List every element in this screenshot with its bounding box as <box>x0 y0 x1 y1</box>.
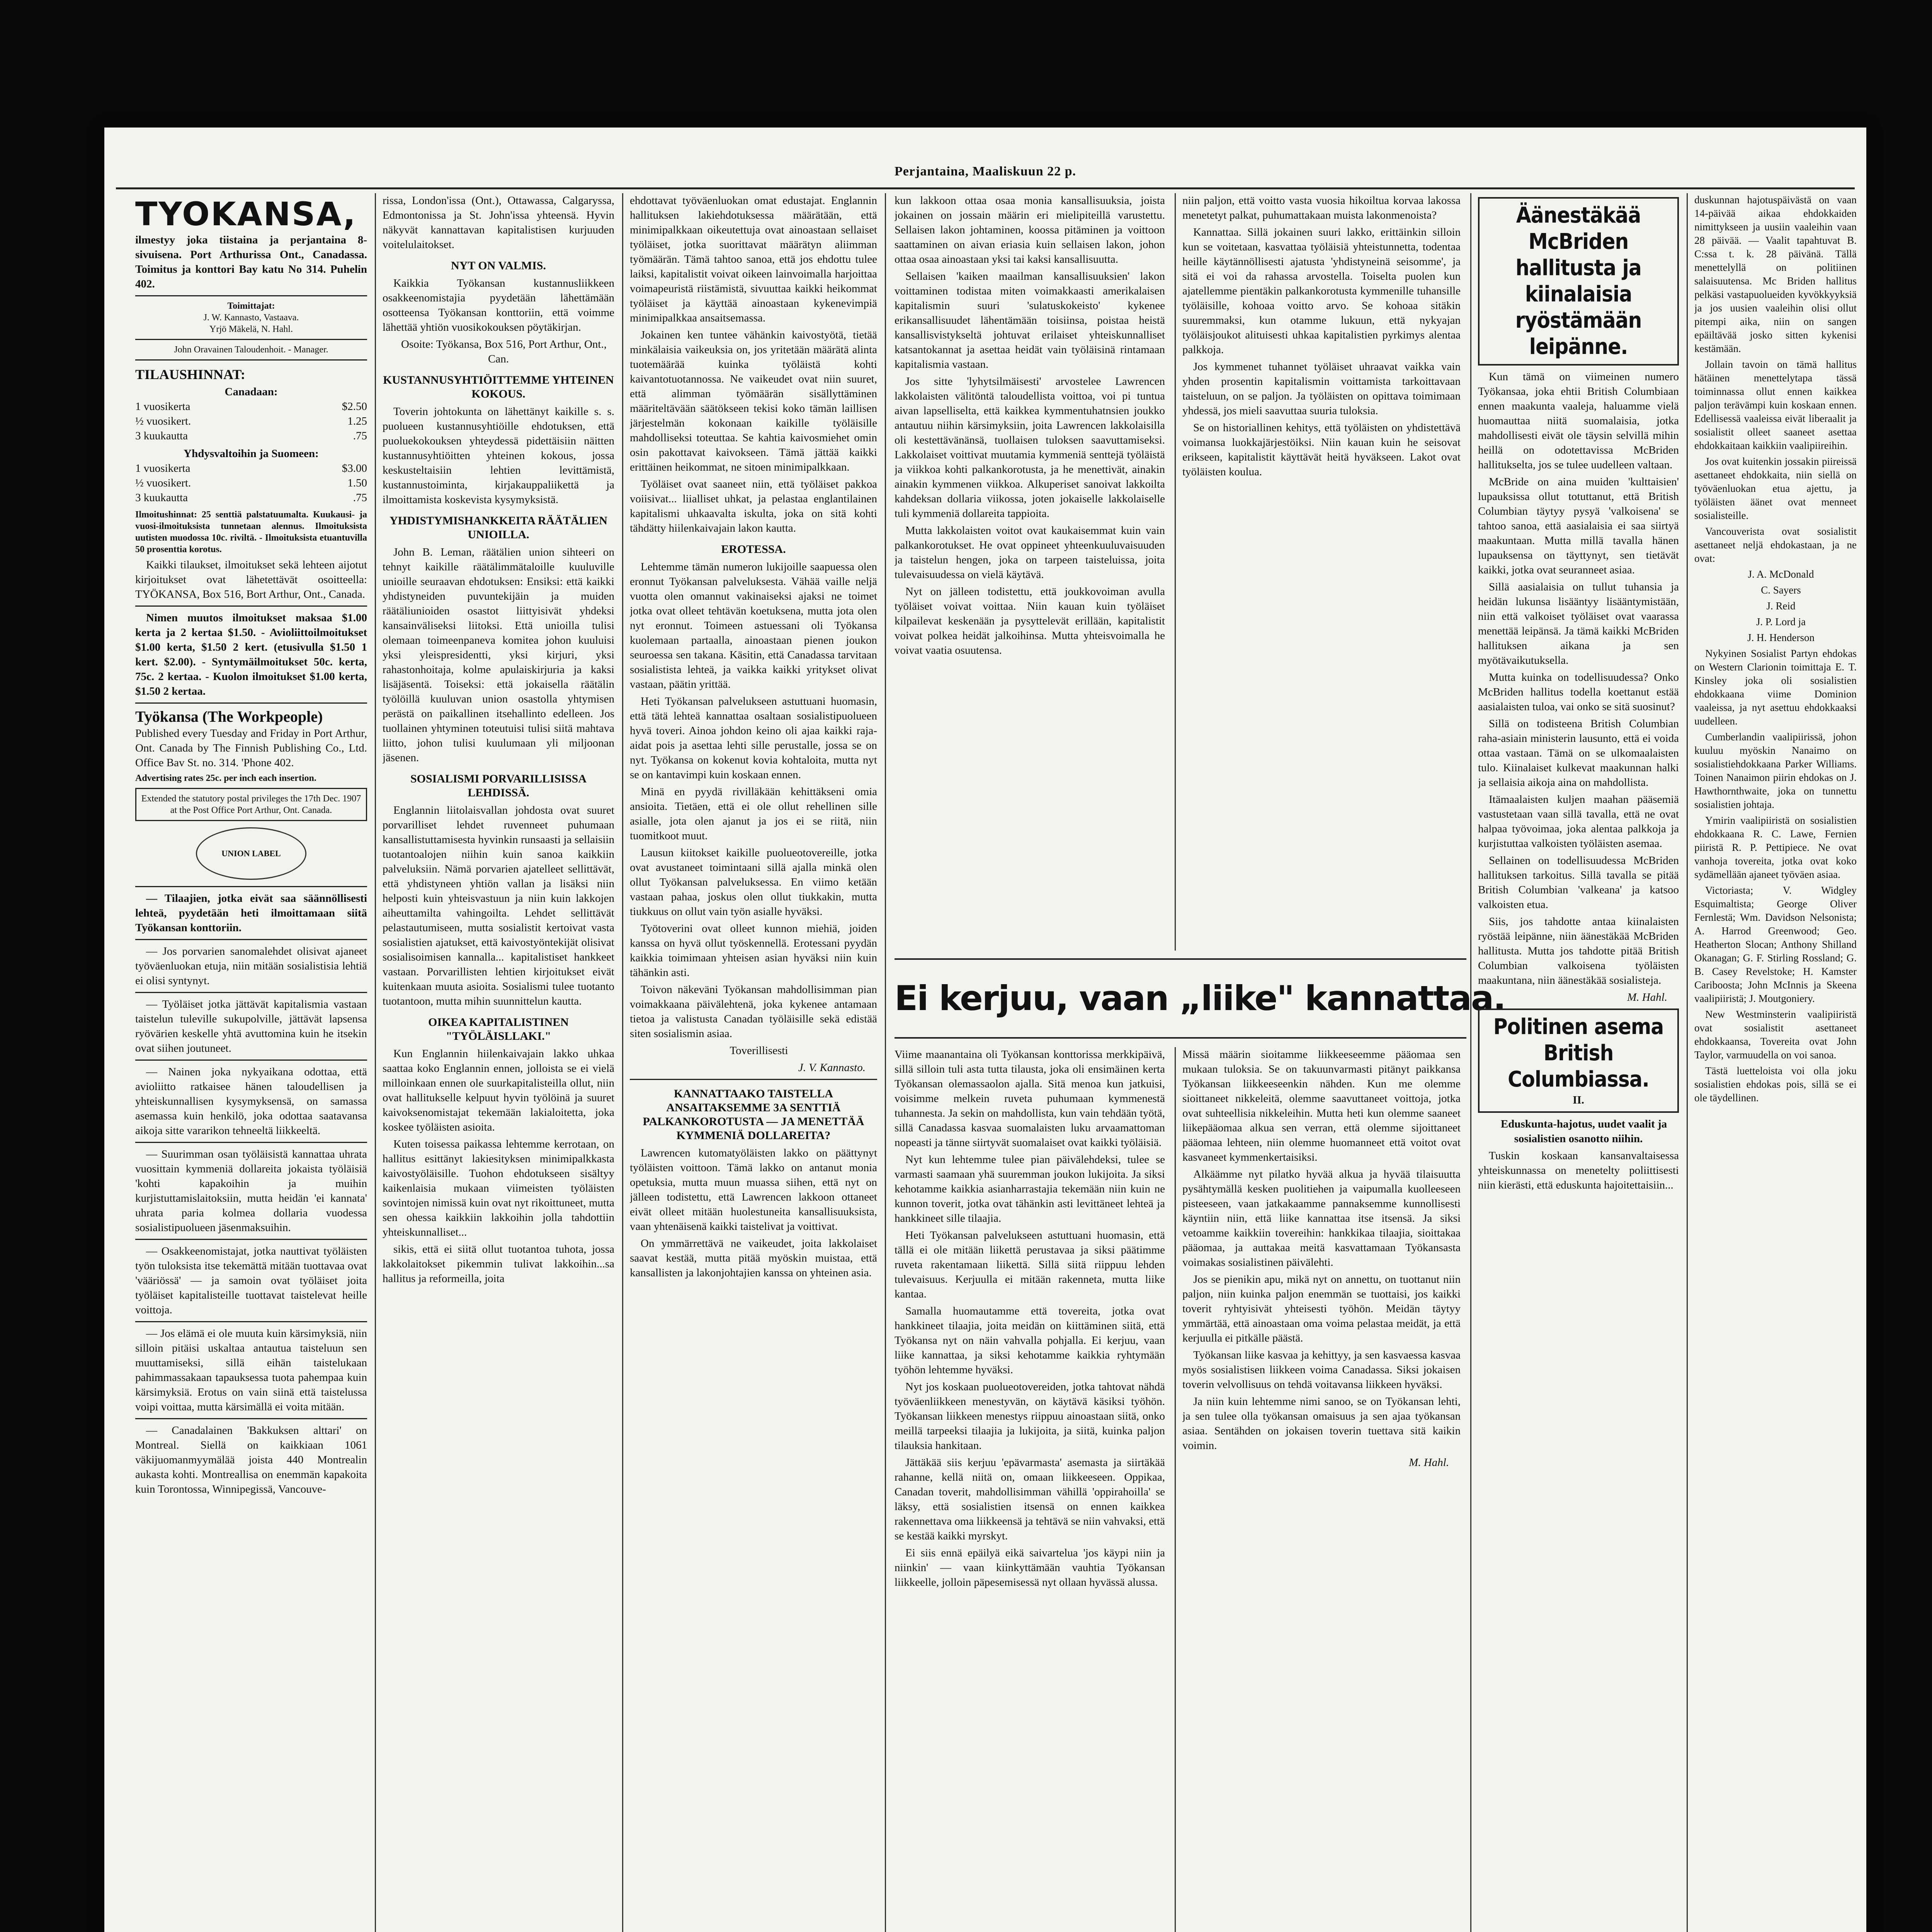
article-text: Cumberlandin vaalipiirissä, johon kuuluu myöskin Nanaimo on sosialistiehdokkaana Parker Williams. Toinen Nanaimon piirin ehdokas on J. Hawthornthwaite, joka on tunnettu sosialistien johtaja. <box>1694 731 1857 810</box>
article-text: Jos se pienikin apu, mikä nyt on annettu, on tuottanut niin paljon, niin kuinka paljon enemmän se tuottaisi, jos kaikki toverit ryhtyisivät yhteisesti työhön. Meidän täytyy ymmärtää, että ainoastaan oma voima pelastaa meidät, ja että kerjuulla ei pitkälle päästä. <box>1182 1273 1461 1344</box>
article-text: Tuskin koskaan kansanvaltaisessa yhteiskunnassa on menetelty poliittisesti niin kierästi, että eduskunta hajoitettaisiin... <box>1478 1150 1679 1191</box>
column-4-bottom <box>895 1047 1165 1932</box>
article-heading: NYT ON VALMIS. <box>451 259 546 272</box>
article-text: Alkäämme nyt pilatko hyvää alkua ja hyvää tilaisuutta pysähtymällä kesken puolitiehen ja vaipumalla kuolleeseen pisteeseen, vaan jatkakaamme pannaksemme kunnollisesti käyntiin niin, että liike kannattaa itse itsensä. Ja siksi vetoamme kaikkiin tovereihin: hankkikaa tilaajia, sioittakaa pääomaa, ja auttakaa meitä kasvattamaan Työkansasta voimakas sosialistinen päivälehti. <box>1182 1168 1461 1269</box>
divider <box>135 992 367 993</box>
column-2 <box>383 193 614 1932</box>
article-heading: KANNATTAAKO TAISTELLA ANSAITAKSEMME 3A SENTTIÄ PALKANKOROTUSTA — JA MENETTÄÄ KYMMENIÄ DOLLAREITA? <box>643 1087 864 1142</box>
article-text: John B. Leman, räätälien union sihteeri on tehnyt kaikille räätälimmätaloille kuuluville unioille seuraavan ehdotuksen: Ensiksi: että kaikki yhdistyneiden puvuntekijäin ja muiden räätäliunioiden osastot liittyisivät yhdeksi kansainväliseksi liitoksi. Että unioilla tulisi olemaan toimeenpaneva komitea johon kuuluisi yksi yleispresidentti, yksi kirjuri, yksi rahastonhoitaja, kolme apulaiskirjuria ja kaksi lisäjäsentä. Toiseksi: että jokaisella räätälin työlöillä kuuluvan union osastolla yhtymisen perästä on paikallinen itsehallinto edelleen. Jos tuollainen yhtyminen toteutuisi tulisi siitä mahtava liitto, johon tulisi kuulumaan yli miljoonan jäsenen. <box>383 546 614 764</box>
subheadline: Eduskunta-hajotus, uudet vaalit ja sosialistien osanotto niihin. <box>1500 1118 1667 1145</box>
article-text: Sellainen on todellisuudessa McBriden hallituksen tarkoitus. Sillä tavalla se pitää British Columbian 'valkeana' ja katsoo valkoisten etua. <box>1478 854 1679 911</box>
article-text: Sellaisen 'kaiken maailman kansallisuuksien' lakon voittaminen todistaa miten voimakkaasti amerikalaisen kapitalismin suuri 'sulatuskokeisto' kykenee erikansallisuudet lähentämään toisiinsa, poistaa heistä kansallisvistykseltä johtuvat erilaiset yhteiskunnalliset katsantokannat ja asettaa heidät vain työläisinä rintamaan kapitalismia vastaan. <box>895 270 1165 371</box>
bulletin-2: — Jos porvarien sanomalehdet olisivat ajaneet työväenluokan etuja, niin mitään sosialistisia lehtiä ei olisi syntynyt. <box>135 945 367 987</box>
article-text: Työläiset ovat saaneet niin, että työläiset pakkoa voiisivat... liialliset uhkat, ja pelastaa englantilainen kapitalismi uhkaavalta iskulta, joka on sitä kohti tähdätty hiilenkaivajain lakon kautta. <box>630 478 877 534</box>
article-heading: EROTESSA. <box>721 543 786 556</box>
bulletin-6: — Osakkeenomistajat, jotka nauttivat työläisten työn tuloksista itse tekemättä mitään tuottavaa ovat 'vääriössä' — ja samoin ovat työläiset joita työläiset kapitalisteille tuottavat taistelevat heille voittoja. <box>135 1245 367 1316</box>
column-rule <box>622 193 623 1932</box>
article-heading: OIKEA KAPITALISTINEN "TYÖLÄISLLAKI." <box>428 1016 569 1043</box>
article-text: Missä määrin sioitamme liikkeeseemme pääomaa sen mukaan tuloksia. Se on takuunvarmasti pitänyt paikkansa Työkansan liikkeeseenkin nähden. Kun me olemme sioittaneet nikkeleitä, olemme saavuttaneet voittoja, jotka ovat suhteellisia nikkeleihin. Mutta heti kun olemme saaneet liikepääomaa alkua sen verran, että olemme sijoittaneet pääomaa lehteen, niin olemme huomanneet että voitot ovat kasvaneet kymmenkertaisiksi. <box>1182 1048 1461 1163</box>
divider <box>135 359 367 361</box>
article-text: Jollain tavoin on tämä hallitus hätäinen menettelytapa tässä toiminnassa ollut ennen kaikkea paljon terävämpi kuin koskaan ennen. Edellisessä vaaleissa eivät liberaalit ja sosialistit olleet saaneet asettaa ehdokkaitaan kaikkiin vaalipiireihin. <box>1694 359 1857 451</box>
column-5-bottom <box>1182 1047 1461 1932</box>
divider <box>135 1142 367 1143</box>
article-text: kun lakkoon ottaa osaa monia kansallisuuksia, joista jokainen on jossain määrin eri mielipiteillä varustettu. Sellaisen lakon johtaminen, koossa pitäminen ja voittoon saattaminen on aivan eriasia kuin sellaisen lakon, johon ottaa osaa ainoastaan yksi tai kaksi kansallisuutta. <box>895 194 1165 265</box>
column-5-top <box>1182 193 1461 951</box>
article-text: Nyt kun lehtemme tulee pian päivälehdeksi, tulee se varmasti saamaan yhä suuremman joukon lukijoita. Ja siksi kehotamme kaikkia asianharrastajia tekemään niin kuin ne kunnon toverit, jotka ovat tähänkin asti levittäneet lehteä ja hankkineet sille tilaajia. <box>895 1153 1165 1225</box>
article-text: Kuten toisessa paikassa lehtemme kerrotaan, on hallitus esittänyt lakiesityksen minimipalkkasta kaivostyöläisille. Tuohon ehdotukseen sisältyy kaikenlaisia mukaan viimeisten työläisten sovintojen nimissä kuin ovat nyt rikoittuneet, mutta sen ohessa kaikkiin lakkoihin jolla tahdottiin yhteiskunnalliset... <box>383 1138 614 1238</box>
column-4-top <box>895 193 1165 951</box>
divider <box>135 339 367 340</box>
column-rule <box>1470 193 1471 1932</box>
article-text: Englannin liitolaisvallan johdosta ovat suuret porvarilliset lehdet ruvenneet puhumaan kansallistuttamisesta hyvinkin runsaasti ja sellaisiin tuotantoalojen niihin kuin sanoa kaikkiin palveluksiin. Nämä porvarien ajatelleet sellittävät, että yhdistyneen yhtiön vallan ja lisäksi niin helposti kuin yhteisvastuun ja niin kuin lakkojen aiheuttamilta vahingoilta. Lehdet sellittävät pelastautumiseen, mutta sosialistit kertoivat vasta sosialistien ajatukset, että kaivostyöntekijät olisivat sosialisoimisen kannalla... kapitalistiset hankkeet vastaan. Porvarillisten lehtien kirjoitukset eivät kuitenkaan muuta asioita. Sosialismi tulee tuotanto tuotantoon, mutta mihin suunnittelun kautta. <box>383 804 614 1007</box>
headline-politics: Politinen asema British Columbiassa. <box>1493 1014 1664 1092</box>
ad-rates: Ilmoitushinnat: 25 senttiä palstatuumalta. Kuukausi- ja vuosi-ilmoituksista tunnetaan alennus. Ilmoituksista uutisten muodossa 10c. riviltä. - Ilmoituksista etuantuvilla 50 prosenttia korotus. <box>135 510 367 554</box>
signature: M. Hahl. <box>1627 991 1667 1003</box>
divider <box>135 295 367 296</box>
column-1 <box>135 193 367 1932</box>
editors-title: Toimittajat: <box>227 301 275 311</box>
article-text: Jos ovat kuitenkin jossakin piireissä asettaneet ehdokkaita, niin siellä on työväenluokan etua ajettu, ja työläisten äänet ovat menneet sosialisteille. <box>1694 456 1857 521</box>
article-text: Kaikkia Työkansan kustannusliikkeen osakkeenomistajia pyydetään lähettämään osotteensa Työkansan konttoriin, että voimme lähettää yhtiön vuosikokouksen pöytäkirjan. <box>383 277 614 333</box>
price-row: ½ vuosikert. 1.50 <box>135 477 367 489</box>
bulletin-8: — Canadalainen 'Bakkuksen alttari' on Montreal. Siellä on kaikkiaan 1061 väkijuomanmyymälää joista 440 Montrealin aukasta kohti. Montreallisa on enemmän kapakoita kuin Torontossa, Winnipegissä, Vancouve- <box>135 1424 367 1495</box>
divider <box>135 702 367 704</box>
column-rule <box>375 193 376 1932</box>
candidate-name: J. H. Henderson <box>1747 632 1815 643</box>
headline-mcbride: Äänestäkää McBriden hallitusta ja kiinalaisia ryöstämään leipänne. <box>1515 203 1642 359</box>
masthead-title: TYOKANSA, <box>135 195 357 233</box>
headline-box <box>1478 197 1679 366</box>
signature: J. V. Kannasto. <box>798 1061 866 1074</box>
signature-greeting: Toverillisesti <box>730 1044 788 1057</box>
article-text: Lehtemme tämän numeron lukijoille saapuessa olen eronnut Työkansan palveluksesta. Vähää vaille neljä vuotta olen omannut vakinaiseksi ajaksi ne toimet jotka ovat olleet tehtävän koetuksena, mutta jota olen nyt eronnut. Toimeen astuessani oli Työkansa kuolemaan partaalla, ainoastaan pienen joukon seuroessa sen takana. Käsitin, että Canadassa tarvitaan sosialistista lehteä, ja vaikka kaikki yritykset olivat vastaan, päätin yrittää. <box>630 561 877 690</box>
article-text: Jos kymmenet tuhannet työläiset uhraavat vaikka vain yhden prosentin kapitalismin voittamista tarkoittavaan taisteluun, on se paljon. Ja työläisten on opittava toimimaan yhdessä, jos mieli saavuttaa suuria tuloksia. <box>1182 361 1461 417</box>
divider <box>135 1239 367 1240</box>
article-text: Tästä luetteloista voi olla joku sosialistien ehdokas pois, sillä se ei ole täydellinen. <box>1694 1065 1857 1104</box>
article-text: duskunnan hajotuspäivästä on vaan 14-päivää aikaa ehdokkaiden nimittykseen ja uusiin vaaleihin vaan 28 päivää. — Vaalit tapahtuvat B. C:ssa t. k. 28 päivänä. Tällä menettelyllä on politiinen salaisuutensa. Mc Briden hallitus pelkäsi vastapuolueiden kyvökkyyksiä ja jos uusien vaaleihin olisi ollut pitempi aika, niin on sangen epäiltävää josko sitten kykenisi kestämään. <box>1694 194 1857 354</box>
page-header: Perjantaina, Maaliskuun 22 p. <box>894 164 1077 179</box>
article-text: Työtoverini ovat olleet kunnon miehiä, joiden kanssa on hyvä ollut työskennellä. Erotessani pyydän kaikkia toimimaan yhteisen asian hyväksi niin kuin tähänkin asti. <box>630 922 877 979</box>
article-text: Toivon näkeväni Työkansan mahdollisimman pian voimakkaana päivälehtenä, joka kykenee antamaan tietoa ja valistusta Canadan työläisille sekä edistää siten sosialismin asiaa. <box>630 983 877 1040</box>
part-number: II. <box>1573 1094 1584 1106</box>
column-rule <box>885 193 886 1932</box>
article-text: Viime maanantaina oli Työkansan konttorissa merkkipäivä, sillä silloin tuli asta tutta tilausta, joka oli ensimäinen kerta Työkansan olemassaolon ajalla. Sitä menoa kun jatkuisi, voisimme melkein ruveta puhumaan kymmenestä tuhannesta. Ja sekin on mahdollista, kun vain tehdään työtä, sillä Canadassa kasvaa suomalaisten luku arvaamattoman nopeasti ja tänne siirtyvät suomalaiset ovat kaikki työläisiä. <box>895 1048 1165 1149</box>
divider <box>135 939 367 940</box>
bulletin-1: — Tilaajien, jotka eivät saa säännöllisesti lehteä, pyydetään heti ilmoittamaan siitä Työkansan konttoriin. <box>135 892 367 934</box>
article-text: Ymirin vaalipiiristä on sosialistien ehdokkaana R. C. Lawe, Fernien piiristä R. P. Pettipiece. Ne ovat vanhoja tovereita, jotka ovat koko sydämellään ajaneet työväen asiaa. <box>1694 815 1857 880</box>
price-row: 3 kuukautta .75 <box>135 430 367 442</box>
candidate-name: J. P. Lord ja <box>1756 616 1806 628</box>
article-text: Kun Englannin hiilenkaivajain lakko uhkaa saattaa koko Englannin ennen, jolloista se ei vielä milloinkaan ennen ole suurkapitalisteilla ollut, niin ovat hallitukselle kelpuut hyvin työlöinä ja suuret kaivoksenomistajat tekemään lakialoitetta, joka koskee työläisten asioita. <box>383 1048 614 1133</box>
orders-notice: Kaikki tilaukset, ilmoitukset sekä lehteen aijotut kirjoitukset ovat lähetettävät osoitteella: TYÖKANSA, Box 516, Bort Arthur, Ont., Canada. <box>135 559 367 600</box>
manager-line: John Oravainen Taloudenhoit. - Manager. <box>174 345 328 355</box>
price-row: ½ vuosikert. 1.25 <box>135 415 367 427</box>
address-line: Osoite: Työkansa, Box 516, Port Arthur, Ont., Can. <box>401 338 607 365</box>
article-text: Jos sitte 'lyhytsilmäisesti' arvostelee Lawrencen lakkolaisten välitöntä taloudellista voittoa, voi pi tuntua aivan lapselliselta, että kaikkea kymmentuhatnsien joukko antautuu niihin kärsimyksiin, joita Lawrencen lakkolaisilla oli kestettävänänsä, tuollaisen tuloksen saavuttamiseksi. Lakkolaiset voittivat muutamia kymmeniä senttejä työläistä ja viikkoa kohti palkankorotusta, ja he menettivät, ainakin ainakin kymmenen viikkoa. Alkuperiset sanoivat lakkoilta kahdeksan dollaria viikossa, joten jokaiselle lakkolaiselle tuli kymmeniä dollareita tappioita. <box>895 375 1165 520</box>
article-text: niin paljon, että voitto vasta vuosia hikoiltua korvaa lakossa menetetyt palkat, puhumattakaan muista lakonmenoista? <box>1182 194 1461 221</box>
price-row: 1 vuosikerta $3.00 <box>135 462 367 474</box>
article-text: Jättäkää siis kerjuu 'epävarmasta' asemasta ja siirtäkää rahanne, kellä niitä on, omaan liikkeeseen. Oppikaa, Canadan toverit, mahdollisimman vähillä 'oppirahoilla' se läksy, että sosialistien itsensä on ennen kaikkea rakennettava oma liikkeensä ja tehtävä se niin vahvaksi, että se kestää kaikki myrskyt. <box>895 1456 1165 1542</box>
english-title: Työkansa (The Workpeople) <box>135 708 323 725</box>
article-text: Työkansan liike kasvaa ja kehittyy, ja sen kasvaessa kasvaa myös sosialistisen liikkeen voima Canadassa. Siksi jokaisen toverin velvollisuus on tehdä voitavansa liikkeen hyväksi. <box>1182 1349 1461 1391</box>
divider <box>630 1079 877 1080</box>
english-info: Published every Tuesday and Friday in Port Arthur, Ont. Canada by The Finnish Publishing Co., Ltd. Office Bav St. no. 314. 'Phone 402. <box>135 727 367 769</box>
candidate-name: J. A. McDonald <box>1748 568 1814 580</box>
candidate-name: J. Reid <box>1766 600 1796 612</box>
article-text: McBride on aina muiden 'kulttaisien' lupauksissa ollut totuttanut, että British Columbian täytyy pysyä 'valkoisena' se tahtoo sanoa, että aasialaisia ei saa siirtyä maakuntaan. Mutta millä tavalla hänen lupauksensa on täyttynyt, sen tietävät kaikki, jotka ovat seuranneet asiaa. <box>1478 476 1679 576</box>
article-text: Lausun kiitokset kaikille puolueotovereille, jotka ovat avustaneet toimintaani sillä ajalla minkä olen ollut Työkansan palveluksessa. En viimo ketään vastaan pahaa, joskus olen ollut tiukkakin, mutta tiukkuus on ollut vain työn asialle hyväksi. <box>630 847 877 918</box>
column-7 <box>1694 193 1857 1932</box>
article-text: Siis, jos tahdotte antaa kiinalaisten ryöstää leipänne, niin äänestäkää McBriden hallitusta. Mutta jos tahdotte pitää British Columbian valkoisena työläisten maakuntana, niin äänestäkää sosialisteja. <box>1478 915 1679 986</box>
article-text: Ei siis ennä epäilyä eikä saivartelua 'jos käypi niin ja niinkin' — vaan kiinkyttämään vauhtia Työkansan liikkeelle, jolloin päpesemisessä nyt ollaan hyvässä alussa. <box>895 1547 1165 1588</box>
english-ad-rates: Advertising rates 25c. per inch each insertion. <box>135 773 316 783</box>
column-6 <box>1478 193 1679 1932</box>
bulletin-7: — Jos elämä ei ole muuta kuin kärsimyksiä, niin silloin pitäisi uskaltaa antautua taisteluun sen muuttamiseksi, sillä eihän taistelukaan pahimmassakaan tapauksessa tuota pahempaa kuin kärsimyksiä. Erotus on vain siinä että taistelussa voipi voittaa, mutta kärsimällä ei voita mitään. <box>135 1327 367 1413</box>
bulletin-4: — Nainen joka nykyaikana odottaa, että avioliitto ratkaisee hänen taloudellisen ja yhteiskunnallisen kysymyksensä, on samassa asemassa kuin henkilö, joka odottaa saatavansa aikoja sitte vararikon tehneeltä liikkeeltä. <box>135 1066 367 1137</box>
article-text: Nyt jos koskaan puolueotovereiden, jotka tahtovat nähdä työväenliikkeen menestyvän, on käytävä käsiksi työhön. Työkansan liikkeen menestys riippuu ainoastaan siitä, onko meillä tarpeeksi tilaajia ja lukijoita, ja siitä, kuinka paljon tilauksia hankitaan. <box>895 1381 1165 1452</box>
article-text: Minä en pyydä rivilläkään kehittäkseni omia ansioita. Tietäen, että ei ole ollut rehellinen sille asialle, jota olen ajanut ja jos ei se riitä, niin tuomitkoot muut. <box>630 786 877 842</box>
article-text: Heti Työkansan palvelukseen astuttuani huomasin, että tätä lehteä kannattaa osaltaan sosialistipuolueen hyvä toveri. Ainoa johdon keino oli ajaa kaikki raja-aidat pois ja asettaa lehti sille perustalle, jossa se on nyt. Työkansa on kokenut kovia kohtaloita, mutta nyt se on kantavimpi kuin koskaan ennen. <box>630 695 877 781</box>
article-text: Samalla huomautamme että tovereita, jotka ovat hankkineet tilaajia, joita meidän on kiittäminen siitä, että Työkansa nyt on näin vahvalla pohjalla. Ei kerjuu, vaan liike kannattaa, ja siksi kehotamme kaikkia ryhtymään työhön lehtemme hyväksi. <box>895 1305 1165 1376</box>
column-rule <box>1687 193 1688 1932</box>
subscription-title: TILAUSHINNAT: <box>135 367 245 382</box>
divider <box>135 1321 367 1322</box>
article-text: Kun tämä on viimeinen numero Työkansaa, joka ehtii British Columbiaan ennen maakunta vaaleja, haluamme vielä huomauttaa niitä suomalaisia, jotka mahdollisesti eivät ole täysin selvillä mihin heillä on odotettavissa McBriden hallitukselta, jos se tulee uudelleen valtaan. <box>1478 371 1679 471</box>
article-text: Lawrencen kutomatyöläisten lakko on päättynyt työläisten voittoon. Tämä lakko on antanut monia opetuksia, mutta muun muassa siihen, että nyt on jälleen todistettu, että Lawrencen lakkoon ottaneet eivät olleet mitään huolestuneita kansallisuuksista, vaan yhtenäisenä kaikki taistelivat ja voittivat. <box>630 1147 877 1233</box>
us-title: Yhdysvaltoihin ja Suomeen: <box>184 447 319 460</box>
article-heading: SOSIALISMI PORVARILLISISSA LEHDISSÄ. <box>410 772 587 799</box>
article-text: Itämaalaisten kuljen maahan pääsemiä vastustetaan vaan sillä tavalla, että ne ovat halpaa työvoimaa, joka alentaa palkkoja ja kurjistuttaa valkoisten työläisten asemaa. <box>1478 793 1679 850</box>
article-text: Sillä on todisteena British Columbian raha-asiain ministerin lausunto, että ei voida ottaa vastaan. Tämä on se ulkomaalaisten tulo. Kiinalaiset kulkevat maakunnan halki ja sellaisia aikoja aina on mahdollista. <box>1478 718 1679 789</box>
editor-1: J. W. Kannasto, Vastaava. <box>203 313 299 323</box>
header-rule <box>116 187 1855 189</box>
article-text: sikis, että ei siitä ollut tuotantoa tuhota, jossa lakkolaitokset pikemmin tulivat lakkoihin...sa hallitus ja reformeilla, joita <box>383 1243 614 1285</box>
masthead-intro: ilmestyy joka tiistaina ja perjantaina 8-sivuisena. Port Arthurissa Ont., Canadassa. Toimitus ja konttori Bay katu No 314. Puhelin 402. <box>135 234 367 290</box>
article-text: Heti Työkansan palvelukseen astuttuani huomasin, että tällä ei ole mitään liikettä perustavaa ja siksi päätimme ruveta rakentamaan liikettä. Sillä siitä riippuu lehden tulevaisuus. Kerjuulla ei mitään rakenneta, mutta liike kantaa. <box>895 1229 1165 1300</box>
newspaper-page <box>104 128 1866 1932</box>
article-text: Sillä aasialaisia on tullut tuhansia ja heidän lukunsa lisääntyy lisääntymistään, niin että valkoiset työläiset ovat vaarassa menettää leipänsä. Ja tämä kaikki McBriden hallituksen aikana ja sen myötävaikutuksella. <box>1478 581 1679 667</box>
article-heading: YHDISTYMISHANKKEITA RÄÄTÄLIEN UNIOILLA. <box>389 514 607 541</box>
banner-headline: Ei kerjuu, vaan „liike" kannattaa. <box>895 958 1466 1039</box>
article-text: Ja niin kuin lehtemme nimi sanoo, se on Työkansan lehti, ja sen tulee olla työkansan omaisuus ja sen ajaa työkansan asiaa. Sentähden on jokaisen toverin tuettava sitä kaikin voimin. <box>1182 1395 1461 1452</box>
article-text: Kannattaa. Sillä jokainen suuri lakko, erittäinkin silloin kun se voitetaan, kasvattaa työläisiä yhteistunnetta, todentaa heille käytännöllisesti ajatusta 'yhdistyneinä seisomme', ja sitä ei voi da rahassa arvostella. Toiselta puolen kun ajatellemme pientäkin palkankorotusta kymmenille tuhansille työläisille, kohoaa voitto arvo. Se kohoaa sitäkin suuremmaksi, kun otamme lukuun, että nykyajan työläisjoukot alituisesti uhkaa kapitalistien pyrkimys alentaa palkkoja. <box>1182 226 1461 356</box>
article-text: Victoriasta; V. Widgley Esquimaltista; George Oliver Fernlestä; Wm. Davidson Nelsonista; A. Harrod Greenwood; Geo. Heatherton Slocan; Anthony Shilland Okanagan; G. F. Stirling Rossland; G. B. Casey Revelstoke; H. Kamster Cariboosta; John McInnis ja Skeena vaalipiiristä; J. Moutgoniery. <box>1694 884 1857 1004</box>
bulletin-5: — Suurimman osan työläisistä kannattaa uhrata vuosittain kymmeniä dollareita jokaista työläisiä 'kohti kapakoihin ja muihin kurjistuttamislaitoksiin, mutta heidän 'ei kannata' uhrata paria kolmea dollaria vuodessa sosialistipuolueen jäsenmaksuihin. <box>135 1148 367 1234</box>
column-rule <box>1175 193 1176 951</box>
divider <box>135 605 367 607</box>
headline-box <box>1478 1009 1679 1113</box>
bulletin-3: — Työläiset jotka jättävät kapitalismia vastaan taistelun tuleville sukupolville, jättävät lapsensa ryövärien keskelle yhtä avuttomina kuin he itsekin ovat siihen joutuneet. <box>135 998 367 1054</box>
signature: M. Hahl. <box>1409 1456 1449 1469</box>
column-rule <box>1175 1047 1176 1932</box>
divider <box>135 1060 367 1061</box>
article-text: Toverin johtokunta on lähettänyt kaikille s. s. puolueen kustannusyhtiöille ehdotuksen, että puoluekokouksen yhteydessä pidettäisiin näitten kustannusyhtiöitten yhteinen kokous, jossa keskusteltaisiin lehtien levittämistä, kustannustoiminta, kirjakauppaliikettä ja ilmoittamista koskevista kysymyksistä. <box>383 405 614 506</box>
candidate-name: C. Sayers <box>1761 584 1801 596</box>
price-row: 1 vuosikerta $2.50 <box>135 400 367 413</box>
article-text: On ymmärrettävä ne vaikeudet, joita lakkolaiset saavat kestää, mutta pitää myöskin muistaa, että kansallisten ja lakonjohtajien kanssa on yhteinen asia. <box>630 1237 877 1279</box>
price-row: 3 kuukautta .75 <box>135 492 367 504</box>
divider <box>135 886 367 887</box>
article-text: Vancouverista ovat sosialistit asettaneet neljä ehdokastaan, ja ne ovat: <box>1694 526 1857 564</box>
article-text: Nyt on jälleen todistettu, että joukkovoiman avulla työläiset voivat voittaa. Niin kauan kuin työläiset kilpailevat keskenään ja pysyttelevät erillään, kapitalistit voivat polkea heidät jalkoihinsa. Mutta yhteisvoimalla he voivat vaatia osuutensa. <box>895 585 1165 656</box>
article-text: Jokainen ken tuntee vähänkin kaivostyötä, tietää minkälaisia vaikeuksia on, jos yritetään määrätä alinta tuotemäärää kuinka työläistä kohti kaivantotuotannossa. Ne vaikeudet ovat niin suuret, että alimman työmäärän sisällyttäminen määriteltävään säätökseen tekisi koko tämän laillisen järjestelmän kokonaan kaikille työläisille mahdolliseksi toteuttaa. Se kahtia kaivosmiehet omin osin pakottavat kaivokseen. Tämä jättää kaikki erittäinen heikommat, ne sitoen minimipalkkaan. <box>630 329 877 473</box>
article-text: Mutta kuinka on todellisuudessa? Onko McBriden hallitus todella koettanut estää aasialaisten tuloa, vai onko se sitä suosinut? <box>1478 671 1679 713</box>
article-text: ehdottavat työväenluokan omat edustajat. Englannin hallituksen lakiehdotuksessa määrätään, että minimipalkkaan oikeutettuja ovat ainoastaan sellaiset työläiset, jotka suorittavat määrätyn aliimman työmäärän. Tämä tahtoo sanoa, että jos ehdottu tulee laiksi, kapitalistit voivat oikeen lainvoimalla harjoittaa voimapeuristä riistämistä, sivuuttaa kaikki heikommat työläiset ja käyttää ainoastaan kykenevimpiä minimipalkkaa ansaitsemassa. <box>630 194 877 324</box>
article-text: Nykyinen Sosialist Partyn ehdokas on Western Clarionin toimittaja E. T. Kinsley joka oli sosialistien ehdokkaana viime Dominion vaaleissa, ja nyt asettuu ehdokkaaksi uudelleen. <box>1694 648 1857 727</box>
notice-prices: Nimen muutos ilmoitukset maksaa $1.00 kerta ja 2 kertaa $1.50. - Avioliittoilmoitukset $1.00 kerta, $1.50 2 kert. (etusivulla $1.50 1 kert. $2.00). - Syntymäilmoitukset 50c. kerta, 75c. 2 kertaa. - Kuolon ilmoitukset $1.00 kerta, $1.50 2 kertaa. <box>135 612 367 697</box>
postal-privilege: Extended the statutory postal privileges the 17th Dec. 1907 at the Post Office Port Arthur, Ont. Canada. <box>135 788 367 821</box>
divider <box>135 1418 367 1419</box>
article-text: Mutta lakkolaisten voitot ovat kaukaisemmat kuin vain palkankorotukset. He ovat oppineet yhteenkuuluvaisuuden ja taistelun hengen, joka on tarpeen taisteluissa, joita tulevaisuudessa on vielä käytävä. <box>895 524 1165 581</box>
canada-title: Canadaan: <box>224 386 278 398</box>
editor-2: Yrjö Mäkelä, N. Hahl. <box>209 324 293 334</box>
union-label-logo: UNION LABEL <box>196 827 306 880</box>
article-text: rissa, London'issa (Ont.), Ottawassa, Calgaryssa, Edmontonissa ja St. John'issa yhteensä. Hyvin näkyvät kannattavan kapitalistisen kurjuuden voitelulaitokset. <box>383 194 614 251</box>
article-text: Se on historiallinen kehitys, että työläisten on yhdistettävä voimansa luokkajärjestöiksi. Niin kauan kuin he seisovat erikseen, kapitalistit käyttävät heitä hyväkseen. Lakot ovat työläisten koulua. <box>1182 422 1461 478</box>
article-heading: KUSTANNUSYHTIÖITTEMME YHTEINEN KOKOUS. <box>383 374 614 400</box>
article-text: New Westminsterin vaalipiiristä ovat sosialistit asettaneet ehdokkaansa, Tovereita ovat John Taylor, varmuudella on voi sanoa. <box>1694 1009 1857 1061</box>
column-3 <box>630 193 877 1932</box>
